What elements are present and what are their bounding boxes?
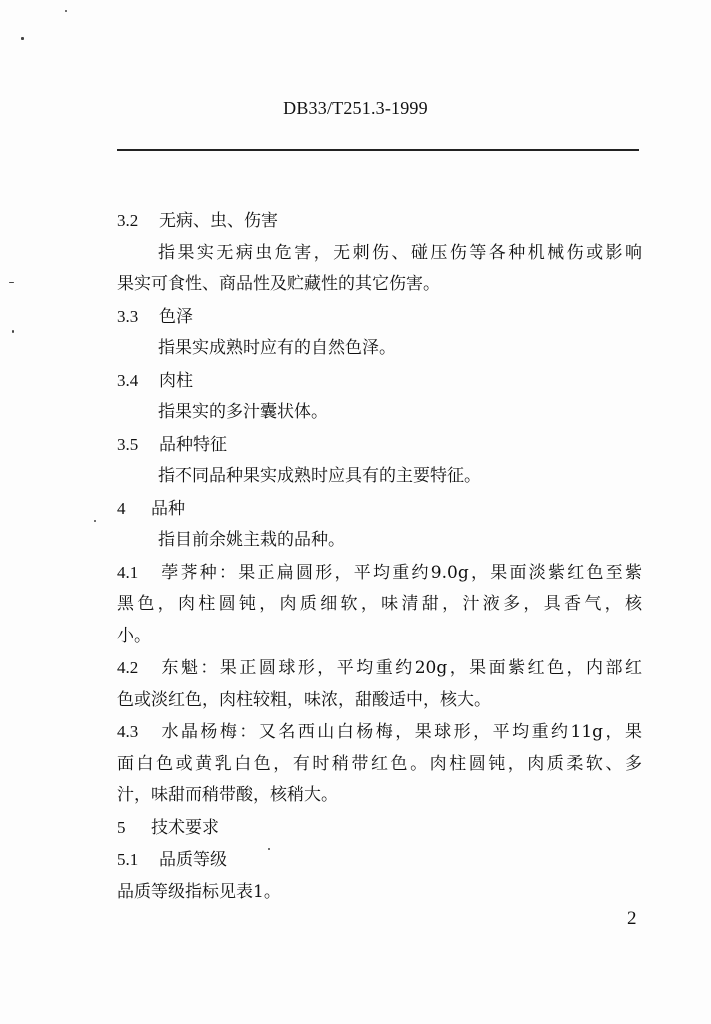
item-4-2-line-1 [117, 652, 642, 685]
item-text: 荸荠种：果正扁圆形，平均重约9.0g，果面淡紫红色至紫 [159, 562, 642, 583]
paragraph-3-3: 指果实成熟时应有的自然色泽。 [158, 338, 396, 358]
section-heading-3-3 [117, 301, 642, 334]
section-title: 品种特征 [159, 434, 227, 455]
section-number: 3.2 [117, 211, 139, 230]
section-title: 色泽 [159, 306, 193, 327]
scan-speck [12, 330, 14, 333]
header-rule [117, 149, 639, 151]
item-4-3-line-1 [117, 716, 642, 749]
section-title: 技术要求 [151, 817, 219, 838]
section-title: 肉柱 [159, 370, 193, 391]
section-heading-3-4 [117, 365, 642, 398]
scan-speck [268, 848, 270, 850]
item-4-3-line-2: 面白色或黄乳白色，有时稍带红色。肉柱圆钝，肉质柔软、多 [117, 753, 642, 774]
document-body [117, 205, 642, 908]
item-4-1-line-1 [117, 557, 642, 590]
item-number: 4.2 [117, 658, 139, 677]
item-text: 东魁：果正圆球形，平均重约20g，果面紫红色，内部红 [159, 658, 642, 678]
paragraph-3-2-line-1: 指果实无病虫危害，无刺伤、碰压伤等各种机械伤或影响 [158, 242, 642, 263]
section-number: 4 [117, 498, 126, 518]
paragraph-4: 指目前余姚主栽的品种。 [158, 530, 345, 550]
section-title: 品种 [151, 498, 185, 519]
paragraph-3-4: 指果实的多汁囊状体。 [158, 402, 328, 422]
section-heading-3-2 [117, 205, 642, 238]
section-heading-3-5 [117, 429, 642, 462]
item-4-3-line-3: 汁，味甜而稍带酸，核稍大。 [117, 785, 338, 805]
standard-code-header: DB33/T251.3-1999 [283, 98, 428, 118]
section-title: 品质等级 [159, 850, 227, 870]
section-number: 3.4 [117, 370, 139, 390]
paragraph-3-5: 指不同品种果实成熟时应具有的主要特征。 [158, 466, 481, 486]
item-4-1-line-2: 黑色，肉柱圆钝，肉质细软，味清甜，汁液多，具香气，核 [117, 594, 642, 614]
section-number: 3.3 [117, 306, 139, 326]
section-title: 无病、虫、伤害 [159, 211, 278, 231]
paragraph-3-2-line-2: 果实可食性、商品性及贮藏性的其它伤害。 [117, 274, 440, 294]
section-number: 5 [117, 817, 126, 837]
scan-speck [65, 10, 67, 12]
section-heading-4 [117, 493, 642, 526]
item-4-1-line-3: 小。 [117, 625, 151, 646]
item-number: 4.1 [117, 562, 139, 582]
item-text: 水晶杨梅：又名西山白杨梅，果球形，平均重约11g，果 [159, 722, 642, 742]
section-number: 5.1 [117, 850, 139, 869]
section-number: 3.5 [117, 434, 139, 454]
section-heading-5-1 [117, 844, 642, 877]
scan-speck [9, 282, 14, 283]
item-number: 4.3 [117, 722, 139, 741]
paragraph-5-1: 品质等级指标见表1。 [117, 881, 281, 902]
item-4-2-line-2: 色或淡红色，肉柱较粗，味浓，甜酸适中，核大。 [117, 689, 491, 710]
scan-speck [94, 520, 96, 522]
page-number: 2 [627, 908, 637, 929]
scan-speck [21, 37, 24, 40]
section-heading-5 [117, 812, 642, 845]
